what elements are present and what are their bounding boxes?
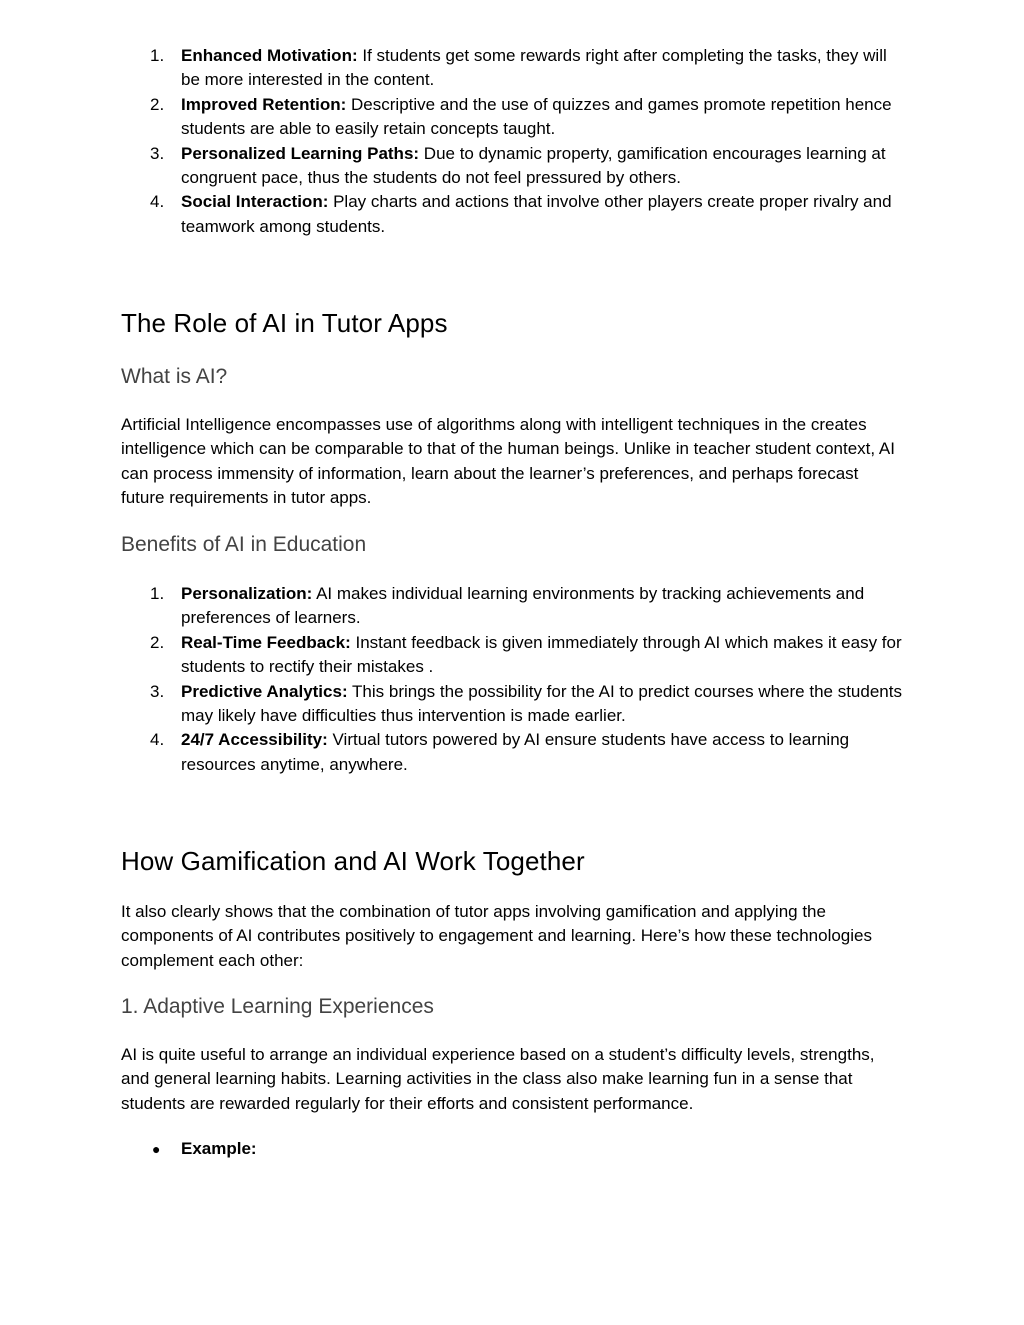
list-number: 1. xyxy=(150,584,165,603)
list-number: 2. xyxy=(150,632,165,652)
list-text: This brings the possibility for the AI to predict courses where the students may likely have difficulties thus intervention is made earlier. xyxy=(181,681,902,726)
paragraph-adaptive-learning: AI is quite useful to arrange an individual experience based on a student’s difficulty levels, strengths, and general learning habits. Learning activities in the class also make learning fun in a sense that students are rewarded regularly for their efforts and consistent performance. xyxy=(121,1045,875,1113)
list-item xyxy=(150,582,910,631)
list-item xyxy=(150,44,910,93)
bullet-icon: ● xyxy=(152,1141,161,1157)
paragraph-together: It also clearly shows that the combination of tutor apps involving gamification and applying the components of AI contributes positively to engagement and learning. Here’s how these technologies complement each other: xyxy=(121,902,872,970)
list-term: 24/7 Accessibility: xyxy=(181,730,328,750)
list-text: Instant feedback is given immediately through AI which makes it easy for students to rectify their mistakes . xyxy=(181,632,902,677)
ai-benefits-list xyxy=(150,582,910,777)
paragraph-what-is-ai: Artificial Intelligence encompasses use of algorithms along with intelligent techniques in the creates intelligence which can be comparable to that of the human beings. Unlike in teacher student context, AI can process immensity of information, learn about the learner’s preferences, and perhaps forecast future requirements in tutor apps. xyxy=(121,415,895,508)
list-term: Personalization: xyxy=(181,584,313,603)
list-term: Predictive Analytics: xyxy=(181,681,348,701)
section-title-ai-role: The Role of AI in Tutor Apps xyxy=(121,308,448,338)
list-item xyxy=(150,680,910,729)
list-item xyxy=(150,728,910,777)
list-item xyxy=(150,142,910,191)
list-term: Personalized Learning Paths: xyxy=(181,143,420,163)
list-item xyxy=(150,1137,257,1161)
list-text: AI makes individual learning environments by tracking achievements and preferences of learners. xyxy=(181,584,865,628)
list-item xyxy=(150,190,910,239)
gamification-benefits-list xyxy=(150,44,910,239)
list-text: Play charts and actions that involve other players create proper rivalry and teamwork among students. xyxy=(181,192,892,236)
example-bullet-list xyxy=(150,1137,257,1161)
list-item xyxy=(150,631,910,680)
subheading-what-is-ai: What is AI? xyxy=(121,365,228,388)
list-term: Improved Retention: xyxy=(181,94,347,114)
list-number: 3. xyxy=(150,143,165,163)
list-term: Real-Time Feedback: xyxy=(181,632,351,652)
list-term: Enhanced Motivation: xyxy=(181,46,358,65)
list-text: If students get some rewards right after completing the tasks, they will be more interested in the content. xyxy=(181,46,887,90)
list-item xyxy=(150,93,910,142)
example-label: Example: xyxy=(181,1139,257,1158)
list-number: 4. xyxy=(150,730,165,750)
list-term: Social Interaction: xyxy=(181,192,329,212)
subheading-ai-benefits: Benefits of AI in Education xyxy=(121,533,367,556)
list-text: Descriptive and the use of quizzes and games promote repetition hence students are able to easily retain concepts taught. xyxy=(181,94,892,139)
list-number: 4. xyxy=(150,192,165,212)
list-text: Due to dynamic property, gamification encourages learning at congruent pace, thus the students do not feel pressured by others. xyxy=(181,143,886,188)
list-number: 3. xyxy=(150,681,165,701)
subheading-adaptive-learning: 1. Adaptive Learning Experiences xyxy=(121,995,434,1018)
list-number: 1. xyxy=(150,46,165,65)
section-title-together: How Gamification and AI Work Together xyxy=(121,846,585,876)
list-text: Virtual tutors powered by AI ensure students have access to learning resources anytime, anywhere. xyxy=(181,730,850,774)
list-number: 2. xyxy=(150,94,165,114)
